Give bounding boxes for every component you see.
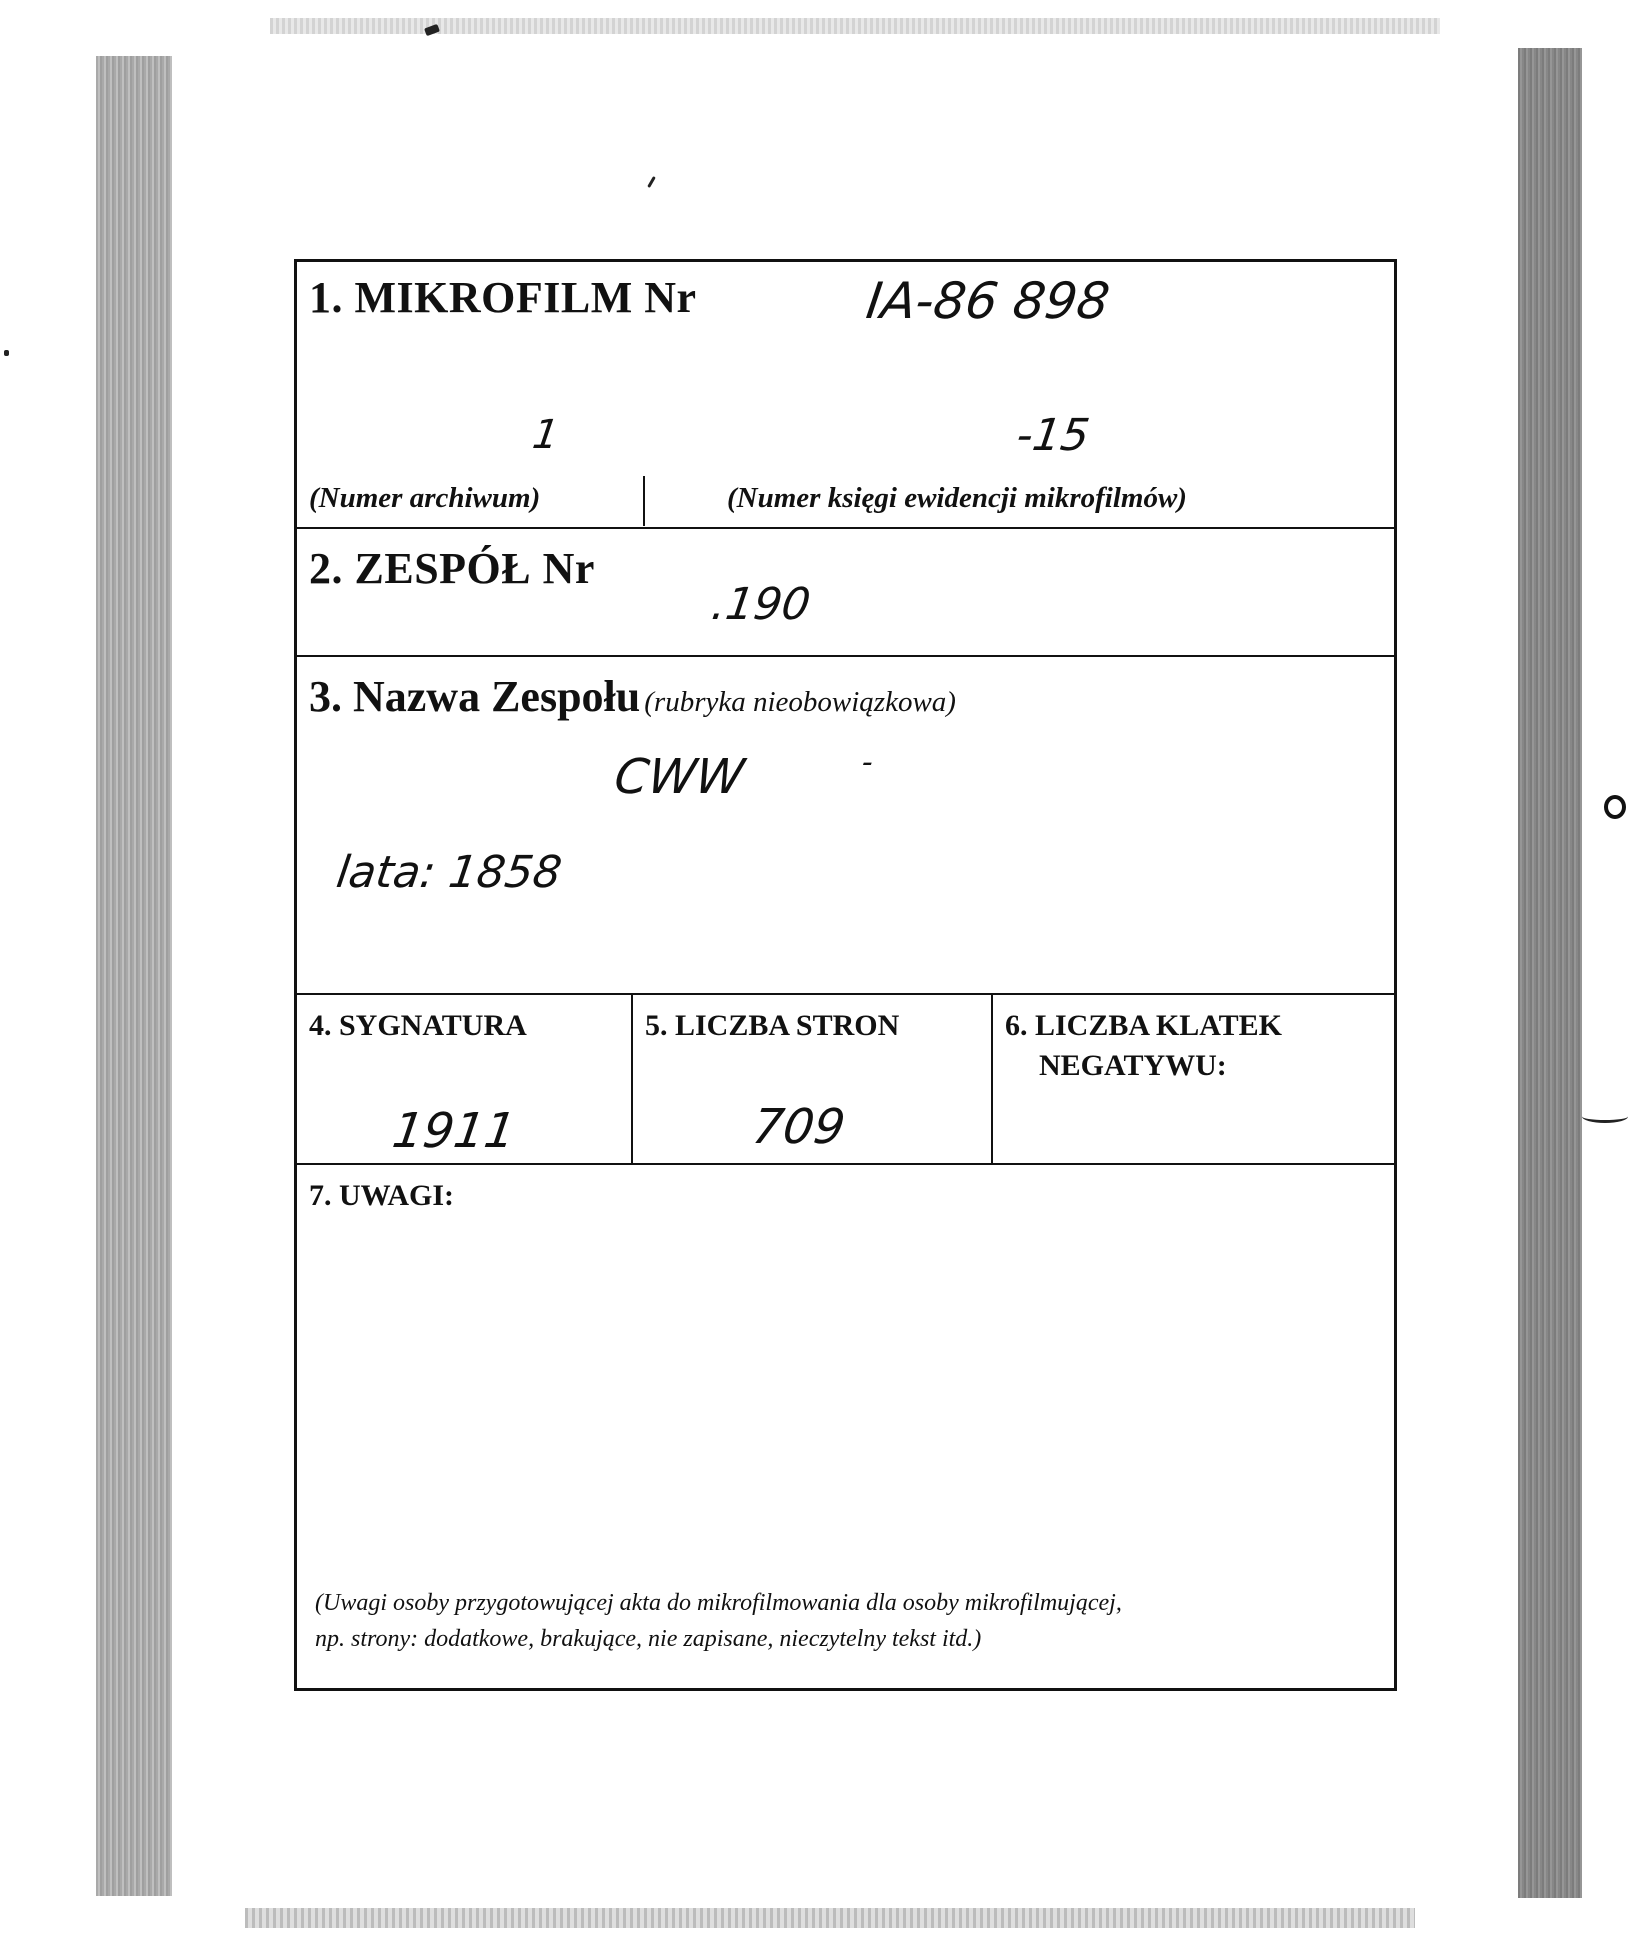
scan-edge-bottom [245,1908,1415,1928]
section-fonds-number [297,529,1394,657]
fonds-name-dash: - [859,745,876,780]
scan-edge-top [270,18,1440,34]
page-count-label: 5. LICZBA STRON [645,1009,900,1042]
register-number-caption: (Numer księgi ewidencji mikrofilmów) [727,482,1187,514]
archive-number-value: 1 [529,412,562,458]
scan-edge-left [96,56,172,1896]
fonds-name-value: CWW [611,749,748,805]
scan-speck [647,176,656,188]
section-microfilm-number [297,262,1394,529]
signature-cell [297,995,633,1163]
fonds-number-value: .190 [708,579,814,630]
page-count-cell [633,995,993,1163]
register-number-value: -15 [1013,410,1093,461]
fonds-years-value: lata: 1858 [333,847,565,898]
signature-label: 4. SYGNATURA [309,1009,527,1042]
caption-divider [643,476,645,526]
fonds-name-label: 3. Nazwa Zespołu [309,672,641,721]
negative-frames-label-line2: NEGATYWU: [1039,1049,1227,1082]
remarks-instructions-line2: np. strony: dodatkowe, brakujące, nie zapisane, nieczytelny tekst itd.) [315,1626,982,1652]
fonds-name-heading [309,671,956,722]
fonds-number-label: 2. ZESPÓŁ Nr [309,544,595,593]
ink-mark [1582,1110,1628,1123]
microfilm-record-form [294,259,1397,1691]
archive-number-caption: (Numer archiwum) [309,482,541,514]
section-remarks [297,1165,1394,1688]
hole-punch-mark-icon [1604,795,1626,819]
negative-frames-cell [993,995,1394,1163]
negative-frames-label-line1: 6. LICZBA KLATEK [1005,1009,1283,1042]
fonds-name-optional-note: (rubryka nieobowiązkowa) [644,686,956,718]
microfilm-number-label: 1. MIKROFILM Nr [309,273,697,322]
microfilm-number-value: IA-86 898 [862,272,1114,330]
remarks-instructions-line1: (Uwagi osoby przygotowującej akta do mikrofilmowania dla osoby mikrofilmującej, [315,1590,1122,1616]
remarks-label: 7. UWAGI: [309,1179,455,1212]
scan-edge-right [1518,48,1582,1898]
section-signature-pages-frames [297,995,1394,1165]
page-count-value: 709 [749,1099,849,1155]
scan-speck [4,350,9,356]
section-fonds-name [297,657,1394,995]
signature-value: 1911 [389,1103,520,1159]
